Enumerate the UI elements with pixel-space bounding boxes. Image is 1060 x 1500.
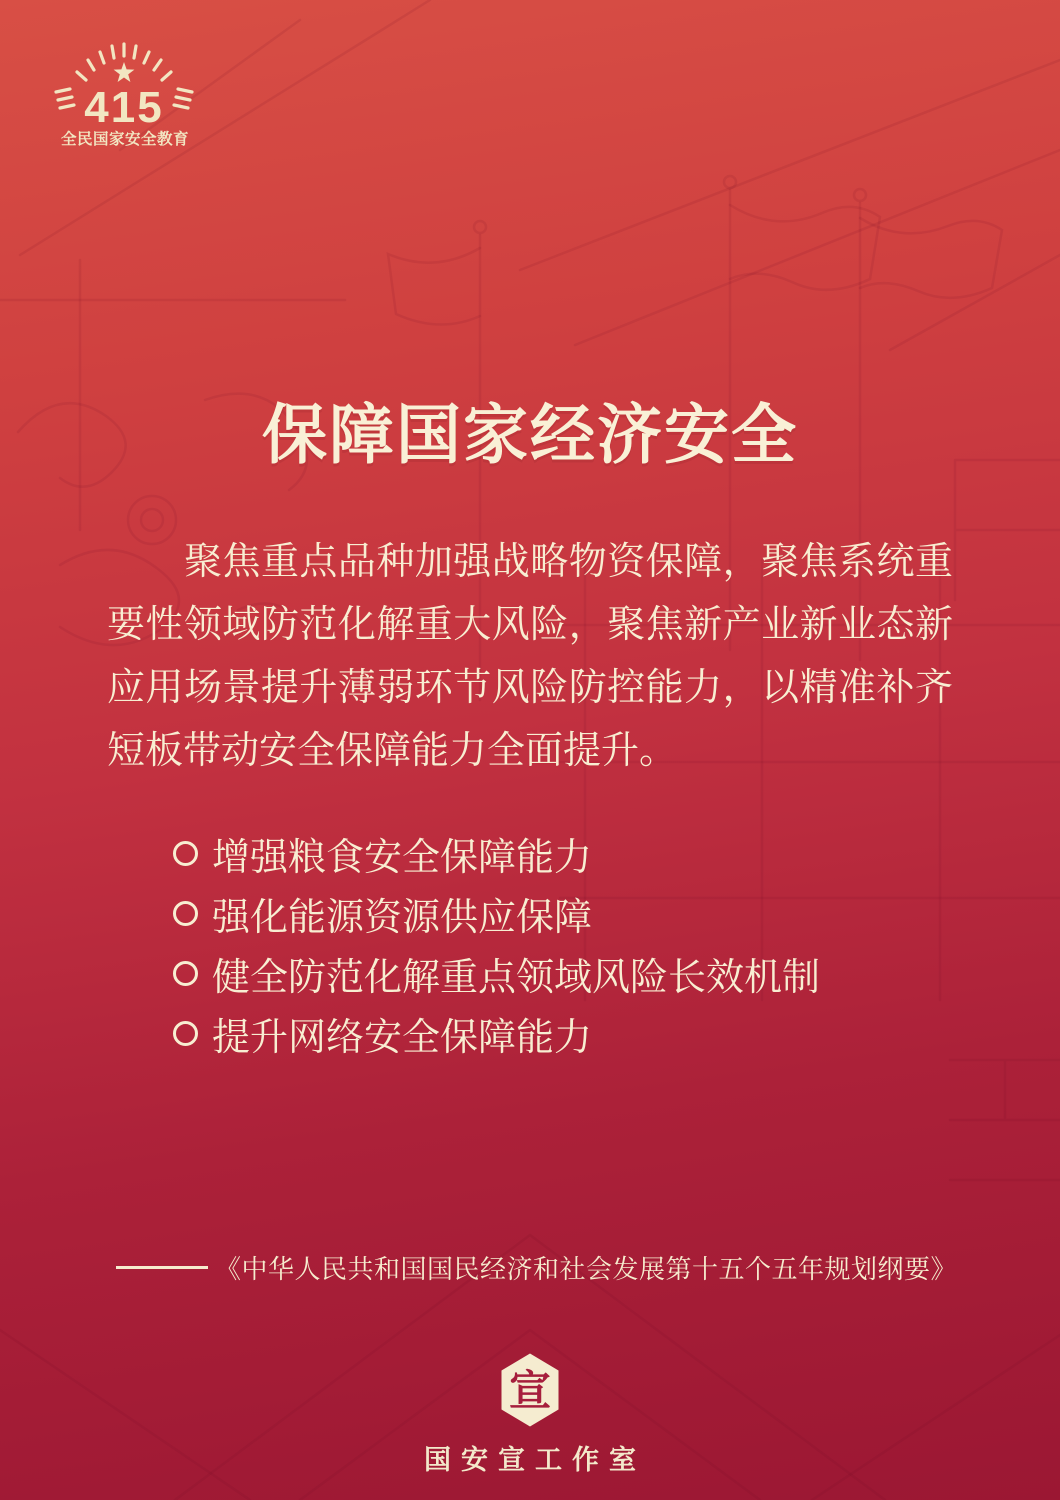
list-item: [173, 949, 820, 997]
logo-subtitle: 全民国家安全教育: [60, 131, 190, 148]
bullet-text: 强化能源资源供应保障: [212, 896, 593, 939]
list-item: [173, 1009, 820, 1057]
bullet-text: 提升网络安全保障能力: [212, 1016, 593, 1059]
body-paragraph: [107, 531, 953, 783]
seal-glyph: 宣: [508, 1369, 552, 1415]
citation-source: 《中华人民共和国国民经济和社会发展第十五个五年规划纲要》: [214, 1254, 957, 1284]
bullet-circle-icon: [173, 961, 198, 986]
page-title: 保障国家经济安全: [261, 397, 798, 471]
seal-name: 国安宣工作室: [424, 1445, 646, 1475]
star-icon: [114, 62, 135, 82]
seal: [0, 1352, 1060, 1477]
bullet-circle-icon: [173, 901, 198, 926]
citation: [116, 1249, 957, 1286]
bullet-text: 健全防范化解重点领域风险长效机制: [212, 956, 821, 999]
bullet-list: [173, 829, 820, 1069]
paragraph-line: 短板带动安全保障能力全面提升。: [107, 730, 678, 772]
list-item: [173, 889, 820, 937]
list-item: [173, 829, 820, 877]
seal-hexagon-icon: [500, 1352, 560, 1428]
citation-dash: [116, 1266, 208, 1270]
paragraph-line: 应用场景提升薄弱环节风险防控能力，以精准补齐: [107, 667, 953, 709]
logo-415: [46, 42, 211, 152]
paragraph-line: 要性领域防范化解重大风险，聚焦新产业新业态新: [107, 604, 953, 646]
bullet-circle-icon: [173, 841, 198, 866]
bullet-circle-icon: [173, 1021, 198, 1046]
paragraph-line: 聚焦重点品种加强战略物资保障，聚焦系统重: [184, 541, 953, 583]
bullet-text: 增强粮食安全保障能力: [212, 836, 593, 879]
logo-number: 415: [84, 83, 164, 132]
